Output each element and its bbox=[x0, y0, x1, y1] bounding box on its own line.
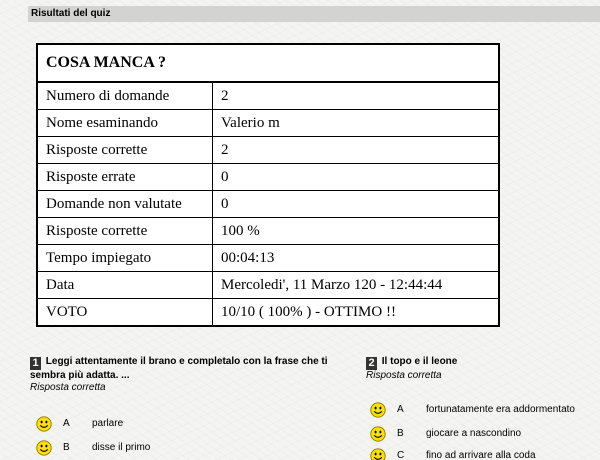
row-label: Domande non valutate bbox=[37, 191, 213, 218]
answer-letter: B bbox=[397, 428, 404, 439]
row-value: Valerio m bbox=[213, 110, 500, 137]
row-value: Mercoledi', 11 Marzo 120 - 12:44:44 bbox=[213, 272, 500, 299]
smiley-icon bbox=[36, 440, 52, 456]
table-row bbox=[37, 110, 499, 137]
page-title: Risultati del quiz bbox=[31, 8, 111, 19]
question-2 bbox=[366, 356, 596, 381]
smiley-icon bbox=[370, 426, 386, 442]
results-summary-table bbox=[36, 43, 500, 327]
results-title-row bbox=[37, 44, 499, 82]
question-number-badge: 2 bbox=[366, 357, 377, 370]
question-status: Risposta corretta bbox=[30, 382, 106, 393]
row-label: Risposte errate bbox=[37, 164, 213, 191]
smiley-icon bbox=[370, 448, 386, 460]
quiz-title: COSA MANCA ? bbox=[37, 44, 499, 82]
row-label: Risposte corrette bbox=[37, 137, 213, 164]
row-value: 10/10 ( 100% ) - OTTIMO !! bbox=[213, 299, 500, 327]
question-status: Risposta corretta bbox=[366, 370, 442, 381]
question-text: Il topo e il leone bbox=[381, 356, 458, 367]
answer-letter: B bbox=[63, 442, 70, 453]
table-row bbox=[37, 191, 499, 218]
table-row bbox=[37, 164, 499, 191]
answer-letter: A bbox=[63, 418, 70, 429]
table-row bbox=[37, 82, 499, 110]
answer-text: parlare bbox=[92, 418, 124, 429]
answer-text: fortunatamente era addormentato bbox=[426, 404, 575, 415]
row-value: 0 bbox=[213, 191, 500, 218]
answer-letter: C bbox=[397, 450, 405, 460]
table-row bbox=[37, 299, 499, 327]
row-label: Numero di domande bbox=[37, 82, 213, 110]
question-number-badge: 1 bbox=[30, 357, 41, 370]
row-value: 100 % bbox=[213, 218, 500, 245]
answer-text: fino ad arrivare alla coda bbox=[426, 450, 536, 460]
page-header bbox=[28, 6, 600, 22]
table-row bbox=[37, 245, 499, 272]
row-label: VOTO bbox=[37, 299, 213, 327]
row-label: Tempo impiegato bbox=[37, 245, 213, 272]
answer-text: disse il primo bbox=[92, 442, 151, 453]
table-row bbox=[37, 218, 499, 245]
question-1 bbox=[30, 356, 360, 393]
row-value: 2 bbox=[213, 82, 500, 110]
smiley-icon bbox=[36, 416, 52, 432]
row-label: Data bbox=[37, 272, 213, 299]
row-value: 2 bbox=[213, 137, 500, 164]
table-row bbox=[37, 137, 499, 164]
row-value: 0 bbox=[213, 164, 500, 191]
smiley-icon bbox=[370, 402, 386, 418]
answer-letter: A bbox=[397, 404, 404, 415]
question-text: Leggi attentamente il brano e completalo con la frase che ti sembra più adatta. ... bbox=[30, 356, 328, 381]
table-row bbox=[37, 272, 499, 299]
row-label: Nome esaminando bbox=[37, 110, 213, 137]
row-value: 00:04:13 bbox=[213, 245, 500, 272]
row-label: Risposte corrette bbox=[37, 218, 213, 245]
answer-text: giocare a nascondino bbox=[426, 428, 522, 439]
